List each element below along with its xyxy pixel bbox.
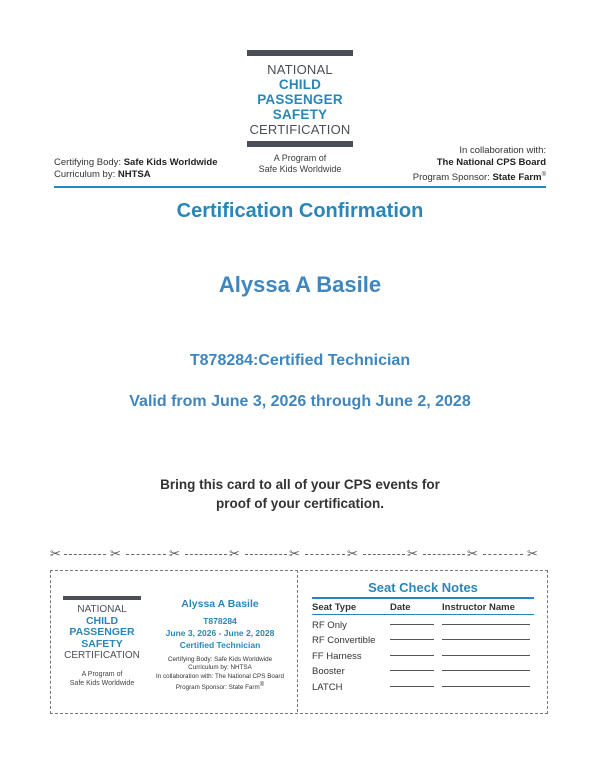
card-logo-safety: SAFETY [81, 637, 123, 650]
cut-dash [305, 554, 345, 555]
certification-id: T878284:Certified Technician [189, 352, 411, 369]
date-field[interactable] [390, 646, 442, 662]
date-field[interactable] [390, 677, 442, 693]
logo-child: CHILD [278, 77, 322, 92]
sponsor-value: State Farm [492, 172, 542, 184]
program-logo [247, 50, 353, 175]
scissors-icon: ✂ [169, 546, 180, 561]
registered-mark: ® [541, 172, 546, 178]
bring-card-note [0, 475, 600, 513]
curriculum-value: NHTSA [117, 169, 151, 180]
certifying-value: Safe Kids Worldwide [123, 157, 218, 168]
header-right-info [413, 145, 546, 184]
table-row [312, 646, 534, 662]
logo-subtitle [247, 153, 353, 175]
cut-dash [64, 554, 106, 555]
scissors-icon: ✂ [527, 546, 538, 561]
card-logo-sub-line2: Safe Kids Worldwide [69, 679, 135, 687]
seat-check-notes-rule [312, 597, 534, 599]
card-logo-subtitle [62, 670, 142, 688]
collab-value: The National CPS Board [436, 157, 546, 168]
col-date: Date [390, 601, 411, 613]
bring-line1: Bring this card to all of your CPS events for [160, 477, 440, 492]
instructor-field[interactable] [442, 677, 534, 693]
card-curriculum: Curriculum by: NHTSA [188, 664, 252, 672]
card-logo-passenger: PASSENGER [69, 626, 135, 638]
card-logo-national: NATIONAL [77, 604, 127, 615]
cut-dash [483, 554, 523, 555]
cut-line [48, 547, 552, 561]
date-field[interactable] [390, 615, 442, 631]
table-row [312, 662, 534, 678]
card-dates: June 3, 2026 - June 2, 2028 [165, 628, 275, 638]
card-collab: In collaboration with: The National CPS Board [156, 672, 284, 680]
cut-dash [185, 554, 227, 555]
seat-check-table [312, 600, 534, 693]
seat-type-cell: RF Only [312, 619, 347, 631]
card-holder-name: Alyssa A Basile [181, 598, 259, 610]
seat-type-cell: Booster [312, 666, 345, 677]
scissors-icon: ✂ [347, 546, 358, 561]
logo-sub-line1: A Program of [273, 153, 327, 163]
instructor-field[interactable] [442, 631, 534, 647]
instructor-field[interactable] [442, 662, 534, 678]
date-field[interactable] [390, 662, 442, 678]
card-cert-id: T878284 [203, 616, 237, 626]
scissors-icon: ✂ [50, 546, 61, 561]
card-role: Certified Technician [179, 640, 261, 650]
card-registered-mark: ® [259, 681, 265, 688]
logo-bottom-bar [247, 141, 353, 147]
seat-type-cell: LATCH [312, 681, 343, 693]
card-logo-certification: CERTIFICATION [64, 650, 140, 661]
cut-dash [423, 554, 465, 555]
holder-name: Alyssa A Basile [218, 272, 382, 297]
header-left-info [54, 157, 218, 181]
card-certifying: Certifying Body: Safe Kids Worldwide [167, 656, 273, 663]
validity-period: Valid from June 3, 2026 through June 2, 2028 [129, 393, 471, 410]
logo-national: NATIONAL [267, 62, 333, 77]
cut-dash [245, 554, 287, 555]
logo-passenger: PASSENGER [257, 92, 343, 107]
seat-type-cell: RF Convertible [312, 635, 376, 646]
seat-check-notes-title: Seat Check Notes [368, 580, 478, 595]
scissors-icon: ✂ [110, 546, 121, 561]
bring-line2: proof of your certification. [215, 496, 384, 511]
cut-dash [363, 554, 405, 555]
instructor-field[interactable] [442, 646, 534, 662]
card-sponsor: Program Sponsor: State Farm [175, 683, 260, 691]
cut-dash [126, 554, 166, 555]
logo-sub-line2: Safe Kids Worldwide [258, 164, 342, 174]
page-title: Certification Confirmation [176, 200, 424, 222]
seat-type-cell: FF Harness [312, 650, 362, 662]
scissors-icon: ✂ [467, 546, 478, 561]
col-instructor: Instructor Name [442, 601, 515, 613]
instructor-field[interactable] [442, 615, 534, 631]
scissors-icon: ✂ [407, 546, 418, 561]
date-field[interactable] [390, 631, 442, 647]
col-seat-type: Seat Type [312, 601, 357, 613]
table-row [312, 615, 534, 631]
certifying-label: Certifying Body: [54, 157, 122, 168]
logo-safety: SAFETY [272, 107, 328, 122]
table-row [312, 631, 534, 647]
sponsor-label: Program Sponsor: [412, 172, 490, 184]
card-logo-sub-line1: A Program of [81, 670, 123, 678]
table-row [312, 677, 534, 693]
wallet-card-fold [297, 570, 298, 712]
header-divider [54, 186, 546, 188]
scissors-icon: ✂ [289, 546, 300, 561]
collab-label: In collaboration with: [459, 145, 546, 156]
logo-certification: CERTIFICATION [249, 122, 351, 137]
scissors-icon: ✂ [229, 546, 240, 561]
card-logo [62, 596, 142, 688]
curriculum-label: Curriculum by: [54, 169, 116, 180]
card-logo-child: CHILD [85, 614, 119, 627]
card-holder-info [146, 598, 294, 692]
